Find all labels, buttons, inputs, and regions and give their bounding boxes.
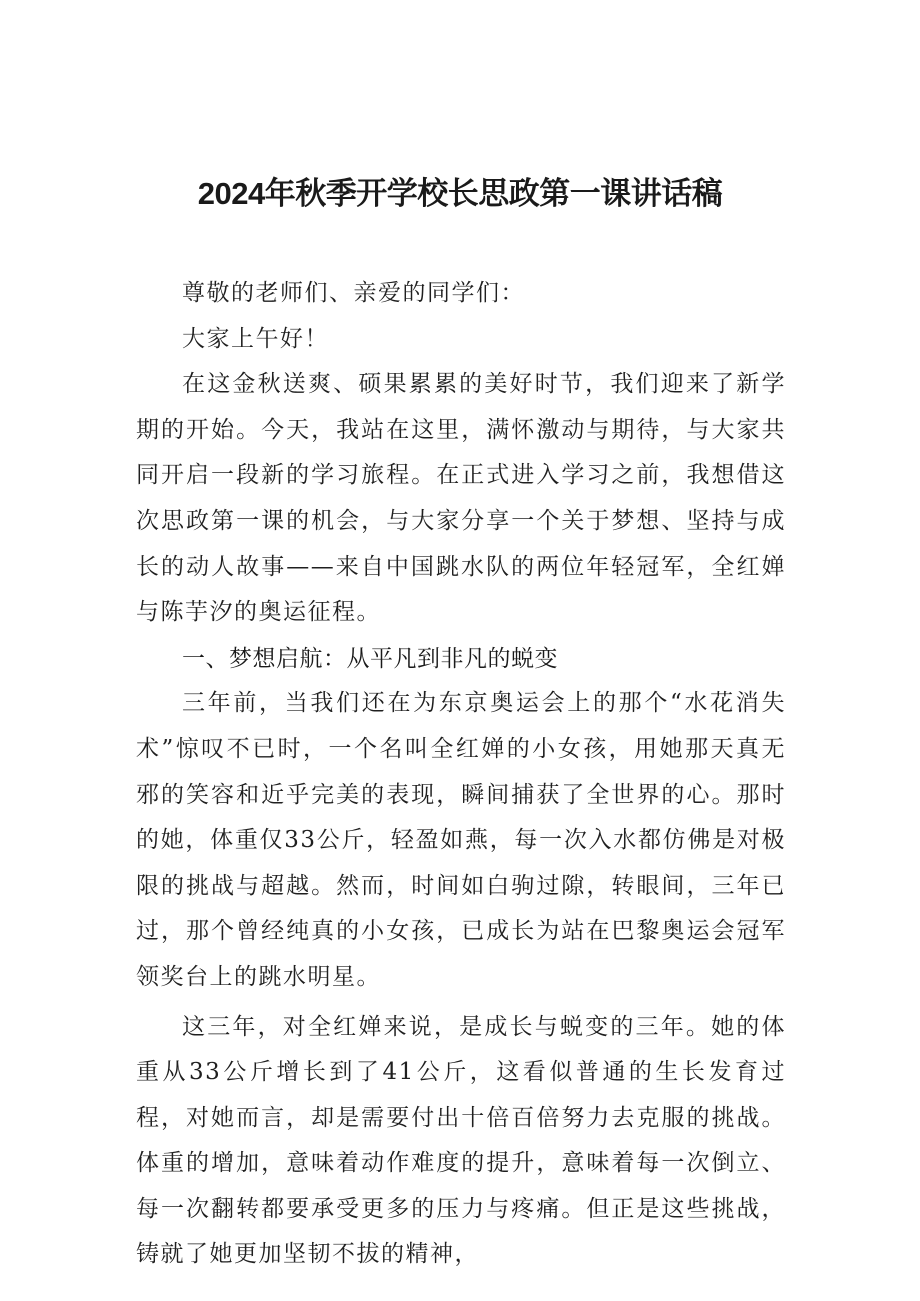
document-body	[136, 271, 786, 1278]
salutation-paragraph: 大家上午好！	[182, 325, 329, 352]
story-paragraph: 三年前，当我们还在为东京奥运会上的那个“水花消失术”惊叹不已时，一个名叫全红婵的小女孩，用她那天真无邪的笑容和近乎完美的表现，瞬间捕获了全世界的心。那时的她，体重仅33公斤，轻盈如燕，每一次入水都仿佛是对极限的挑战与超越。然而，时间如白驹过隙，转眼间，三年已过，那个曾经纯真的小女孩，已成长为站在巴黎奥运会冠军领奖台上的跳水明星。	[136, 690, 786, 990]
intro-paragraph: 在这金秋送爽、硕果累累的美好时节，我们迎来了新学期的开始。今天，我站在这里，满怀激动与期待，与大家共同开启一段新的学习旅程。在正式进入学习之前，我想借这次思政第一课的机会，与大家分享一个关于梦想、坚持与成长的动人故事——来自中国跳水队的两位年轻冠军，全红婵与陈芋汐的奥运征程。	[136, 371, 786, 626]
greeting-paragraph: 尊敬的老师们、亲爱的同学们：	[182, 280, 525, 306]
growth-paragraph: 这三年，对全红婵来说，是成长与蜕变的三年。她的体重从33公斤增长到了41公斤，这看似普通的生长发育过程，对她而言，却是需要付出十倍百倍努力去克服的挑战。体重的增加，意味着动作难度的提升，意味着每一次倒立、每一次翻转都要承受更多的压力与疼痛。但正是这些挑战，铸就了她更加坚韧不拔的精神，	[136, 1013, 786, 1268]
document-title: 2024年秋季开学校长思政第一课讲话稿	[197, 176, 723, 211]
section-heading: 一、梦想启航：从平凡到非凡的蜕变	[182, 644, 558, 671]
